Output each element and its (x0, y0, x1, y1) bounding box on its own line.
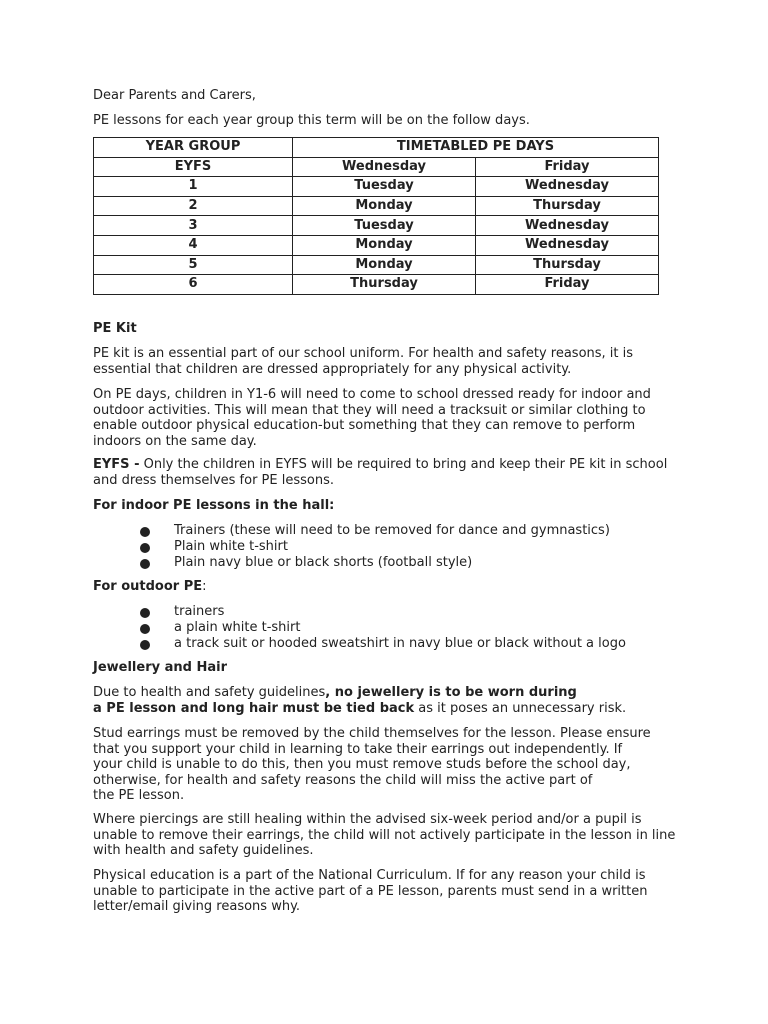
eyfs-text: Only the children in EYFS will be required to bring and keep their PE kit in school and dress themselves for PE lessons. (93, 457, 668, 488)
table-row (94, 196, 659, 216)
pe-days-paragraph: On PE days, children in Y1-6 will need to come to school dressed ready for indoor and outdoor activities. This will mean that they will need a tracksuit or similar clothing to enable outdoor physical education-but something that they can remove to perform indoors on the same day. (93, 387, 651, 449)
year-group-cell: 5 (94, 255, 293, 275)
second-day-cell: Thursday (476, 196, 659, 216)
year-group-cell: 2 (94, 196, 293, 216)
year-group-cell: 4 (94, 235, 293, 255)
pe-kit-paragraph: PE kit is an essential part of our school uniform. For health and safety reasons, it is essential that children are dressed appropriately for any physical activity. (93, 346, 634, 377)
table-row (94, 275, 659, 295)
second-day-cell: Thursday (476, 255, 659, 275)
eyfs-paragraph (93, 457, 683, 488)
list-item: Trainers (these will need to be removed for dance and gymnastics) (138, 523, 698, 539)
second-day-cell: Wednesday (476, 235, 659, 255)
bullet-icon (140, 527, 150, 537)
header-year-group: YEAR GROUP (94, 138, 293, 158)
first-day-cell: Monday (293, 235, 476, 255)
indoor-heading: For indoor PE lessons in the hall: (93, 498, 335, 513)
header-timetabled-days: TIMETABLED PE DAYS (293, 138, 659, 158)
year-group-cell: 6 (94, 275, 293, 295)
list-item: a plain white t-shirt (138, 620, 698, 636)
bullet-icon (140, 543, 150, 553)
bullet-icon (140, 608, 150, 618)
first-day-cell: Monday (293, 255, 476, 275)
table-row (94, 216, 659, 236)
first-day-cell: Wednesday (293, 157, 476, 177)
first-day-cell: Monday (293, 196, 476, 216)
table-row (94, 177, 659, 197)
year-group-cell: 3 (94, 216, 293, 236)
jewellery-paragraph: Due to health and safety guidelines, no jewellery is to be worn during a PE lesson and long hair must be tied back as it poses an unnecessary risk. (93, 685, 627, 716)
second-day-cell: Friday (476, 157, 659, 177)
bullet-icon (140, 559, 150, 569)
earrings-paragraph: Stud earrings must be removed by the child themselves for the lesson. Please ensure that you support your child in learning to take their earrings out independently. If your child is unable to do this, then you must remove studs before the school day, otherwise, for health and safety reasons the child will miss the active part of the PE lesson. (93, 726, 651, 804)
intro-text: PE lessons for each year group this term will be on the follow days. (93, 113, 530, 128)
piercings-paragraph: Where piercings are still healing within the advised six-week period and/or a pupil is unable to remove their earrings, the child will not actively participate in the lesson in line with health and safety guidelines. (93, 812, 676, 859)
list-item: Plain white t-shirt (138, 539, 698, 555)
table-row (94, 157, 659, 177)
outdoor-heading: For outdoor PE: (93, 579, 207, 594)
second-day-cell: Wednesday (476, 216, 659, 236)
greeting: Dear Parents and Carers, (93, 88, 256, 103)
list-item: trainers (138, 604, 698, 620)
second-day-cell: Friday (476, 275, 659, 295)
bullet-icon (140, 640, 150, 650)
first-day-cell: Tuesday (293, 216, 476, 236)
list-item: Plain navy blue or black shorts (football style) (138, 555, 698, 571)
table-row (94, 235, 659, 255)
year-group-cell: EYFS (94, 157, 293, 177)
curriculum-paragraph: Physical education is a part of the National Curriculum. If for any reason your child is unable to participate in the active part of a PE lesson, parents must send in a written letter/email giving reasons why. (93, 868, 648, 915)
first-day-cell: Tuesday (293, 177, 476, 197)
timetable-header-row (94, 138, 659, 158)
bullet-icon (140, 624, 150, 634)
year-group-cell: 1 (94, 177, 293, 197)
first-day-cell: Thursday (293, 275, 476, 295)
indoor-kit-list (138, 523, 698, 570)
second-day-cell: Wednesday (476, 177, 659, 197)
jewellery-heading: Jewellery and Hair (93, 660, 227, 675)
list-item: a track suit or hooded sweatshirt in navy blue or black without a logo (138, 636, 698, 652)
pe-kit-heading: PE Kit (93, 321, 137, 336)
outdoor-kit-list (138, 604, 698, 651)
table-row (94, 255, 659, 275)
eyfs-label: EYFS - (93, 457, 140, 472)
timetable (93, 137, 659, 295)
